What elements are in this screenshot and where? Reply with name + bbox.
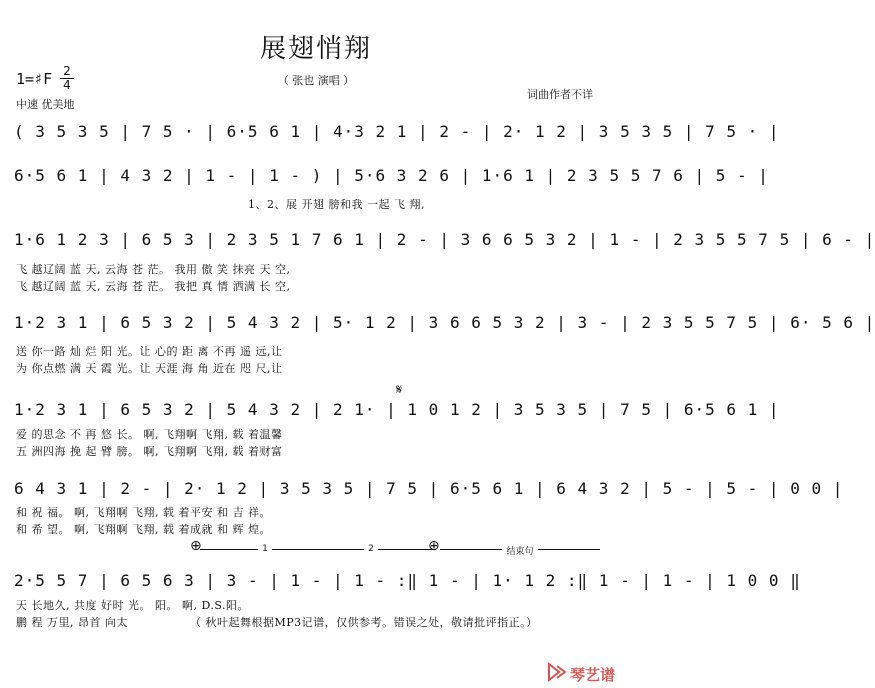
transcriber-note: （ 秋叶起舞根据MP3记谱，仅供参考。错误之处，敬请批评指正。） (190, 616, 538, 629)
song-title: 展翅悄翔 (259, 34, 372, 64)
score-system-7: 2·5 5 7 | 6 5 6 3 | 3 - | 1 - | 1 - :‖ 1 - | 1· 1 2 :‖ 1 - | 1 - | 1 0 0 ‖ (14, 571, 801, 590)
coda-mark: ⊕ (190, 538, 202, 554)
lyric-line: 鹏 程 万里, 昂首 向太 (16, 616, 128, 629)
score-system-4: 1·2 3 1 | 6 5 3 2 | 5 4 3 2 | 5· 1 2 | 3 6 6 5 3 2 | 3 - | 2 3 5 5 7 5 | 6· 5 6 | (14, 313, 875, 332)
score-system-5: 1·2 3 1 | 6 5 3 2 | 5 4 3 2 | 2 1· | 1 0 1 2 | 3 5 3 5 | 7 5 | 6·5 6 1 | (14, 400, 780, 419)
time-signature (60, 66, 74, 91)
score-system-1: ( 3 5 3 5 | 7 5 · | 6·5 6 1 | 4·3 2 1 | 2 - | 2· 1 2 | 3 5 3 5 | 7 5 · | (14, 122, 780, 141)
segno-mark: 𝄋 (396, 382, 403, 398)
final-ending-bracket (440, 549, 600, 559)
lyric-line: 天 长地久, 共度 好时 光。 阳。 啊, D.S.阳。 (16, 599, 250, 612)
meter-top: 2 (63, 64, 71, 78)
coda-mark: ⊕ (428, 538, 440, 554)
lyric-line: 和 祝 福。 啊, 飞翔啊 飞翔, 载 着平安 和 吉 祥。 (16, 506, 271, 519)
meter-bottom: 4 (63, 78, 71, 92)
second-ending-bracket (306, 544, 436, 559)
second-ending-label: 2 (364, 544, 378, 554)
score-system-2: 6·5 6 1 | 4 3 2 | 1 - | 1 - ) | 5·6 3 2 6 | 1·6 1 | 2 3 5 5 7 6 | 5 - | (14, 166, 769, 185)
lyric-line: 飞 越辽阔 蓝 天, 云海 苍 茫。 我把 真 情 洒满 长 空, (16, 280, 291, 293)
singer-credit: （ 张也 演唱 ） (277, 74, 355, 87)
site-logo-text: 琴艺谱 (570, 666, 616, 684)
lyric-line: 为 你点燃 满 天 霞 光。让 天涯 海 角 近在 咫 尺,让 (16, 362, 283, 375)
lyric-line: 爱 的思念 不 再 悠 长。 啊, 飞翔啊 飞翔, 载 着温馨 (16, 428, 283, 441)
lyric-line: 1、2、展 开翅 膀和我 一起 飞 翔, (248, 198, 425, 211)
key-signature: 1=♯F (16, 70, 53, 88)
lyric-line: 五 洲四海 挽 起 臂 膀。 啊, 飞翔啊 飞翔, 载 着财富 (16, 445, 283, 458)
score-system-6: 6 4 3 1 | 2 - | 2· 1 2 | 3 5 3 5 | 7 5 | 6·5 6 1 | 6 4 3 2 | 5 - | 5 - | 0 0 | (14, 479, 844, 498)
score-system-3: 1·6 1 2 3 | 6 5 3 | 2 3 5 1 7 6 1 | 2 - | 3 6 6 5 3 2 | 1 - | 2 3 5 5 7 5 | 6 - | (14, 230, 875, 249)
tempo-marking: 中速 优美地 (16, 98, 75, 111)
lyric-line: 和 希 望。 啊, 飞翔啊 飞翔, 载 着成就 和 辉 煌。 (16, 523, 271, 536)
composer-credit: 词曲作者不详 (527, 88, 593, 101)
lyric-line: 飞 越辽阔 蓝 天, 云海 苍 茫。 我用 傲 笑 抹亮 天 空, (16, 263, 291, 276)
final-ending-label: 结束句 (502, 547, 537, 557)
lyric-line: 送 你一路 灿 烂 阳 光。让 心的 距 离 不再 遥 远,让 (16, 345, 283, 358)
first-ending-label: 1 (258, 544, 272, 554)
